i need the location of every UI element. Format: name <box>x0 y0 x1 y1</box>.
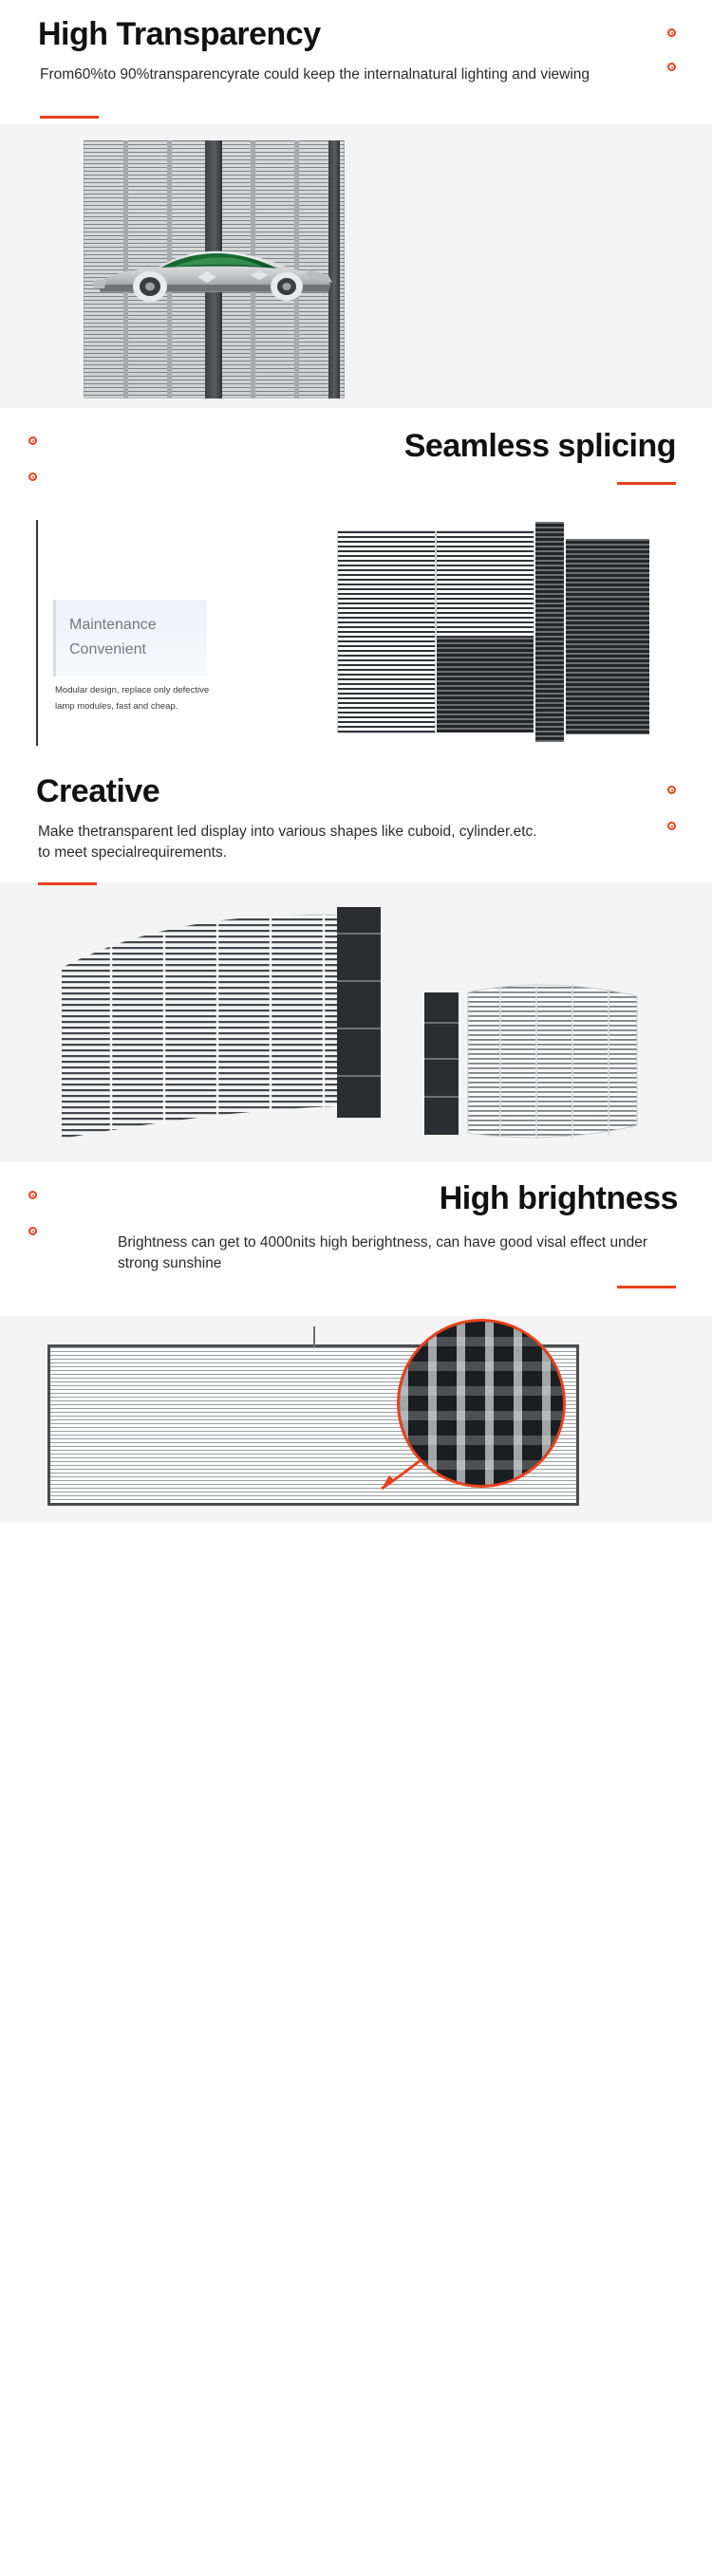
ring-bullet-icon <box>667 822 676 830</box>
red-divider-icon <box>38 882 97 885</box>
led-panel <box>437 531 534 638</box>
maintenance-caption: Modular design, replace only defective lamp modules, fast and cheap. <box>55 685 210 712</box>
maintenance-callout-line2: Convenient <box>69 640 146 658</box>
creative-description-line1: Make thetransparent led display into various shapes like cuboid, cylinder.etc. <box>38 824 537 840</box>
curved-led-display-image <box>52 901 660 1148</box>
page-title: High Transparency <box>38 16 321 52</box>
screen-mullion <box>294 140 299 398</box>
transparent-led-screen-image <box>84 140 345 398</box>
led-panel-edge <box>535 522 564 742</box>
ring-bullet-icon <box>28 1227 37 1235</box>
ring-bullet-icon <box>28 1191 37 1199</box>
section-high-brightness <box>0 1162 712 1523</box>
red-divider-icon <box>40 116 99 119</box>
creative-description-line2: to meet specialrequirements. <box>38 844 228 862</box>
ring-bullet-icon <box>28 473 37 481</box>
high-brightness-description: Brightness can get to 4000nits high berightness, can have good visal effect under strong sunshine <box>118 1234 648 1272</box>
ring-bullet-icon <box>28 436 37 445</box>
screen-mullion <box>123 140 128 398</box>
creative-description <box>38 822 598 864</box>
screen-support-column <box>205 140 222 398</box>
seamless-splicing-title: Seamless splicing <box>403 428 676 464</box>
led-module-zoom-detail <box>397 1319 566 1488</box>
maintenance-callout <box>53 600 207 676</box>
section-creative <box>0 759 712 1162</box>
splicing-panels-image <box>323 522 703 750</box>
high-transparency-description: From60%to 90%transparencyrate could keep the internalnatural lighting and viewing <box>40 66 590 83</box>
ring-bullet-icon <box>667 786 676 794</box>
led-panel-dark <box>566 539 649 734</box>
red-divider-icon <box>617 1286 676 1288</box>
red-divider-icon <box>617 482 676 485</box>
led-panel-dark <box>437 638 534 732</box>
high-brightness-title: High brightness <box>439 1180 678 1216</box>
led-panel <box>338 531 435 732</box>
screen-mullion <box>251 140 255 398</box>
ring-bullet-icon <box>667 63 676 71</box>
maintenance-callout-line1: Maintenance <box>69 617 157 633</box>
screen-support-column <box>328 140 340 398</box>
section-seamless-splicing <box>0 408 712 759</box>
ring-bullet-icon <box>667 28 676 37</box>
section-high-transparency <box>0 0 712 408</box>
vertical-rule <box>36 520 38 746</box>
creative-title: Creative <box>36 773 160 809</box>
led-chips-pattern <box>400 1322 563 1485</box>
screen-mount-pole <box>313 1326 315 1347</box>
screen-mullion <box>167 140 172 398</box>
